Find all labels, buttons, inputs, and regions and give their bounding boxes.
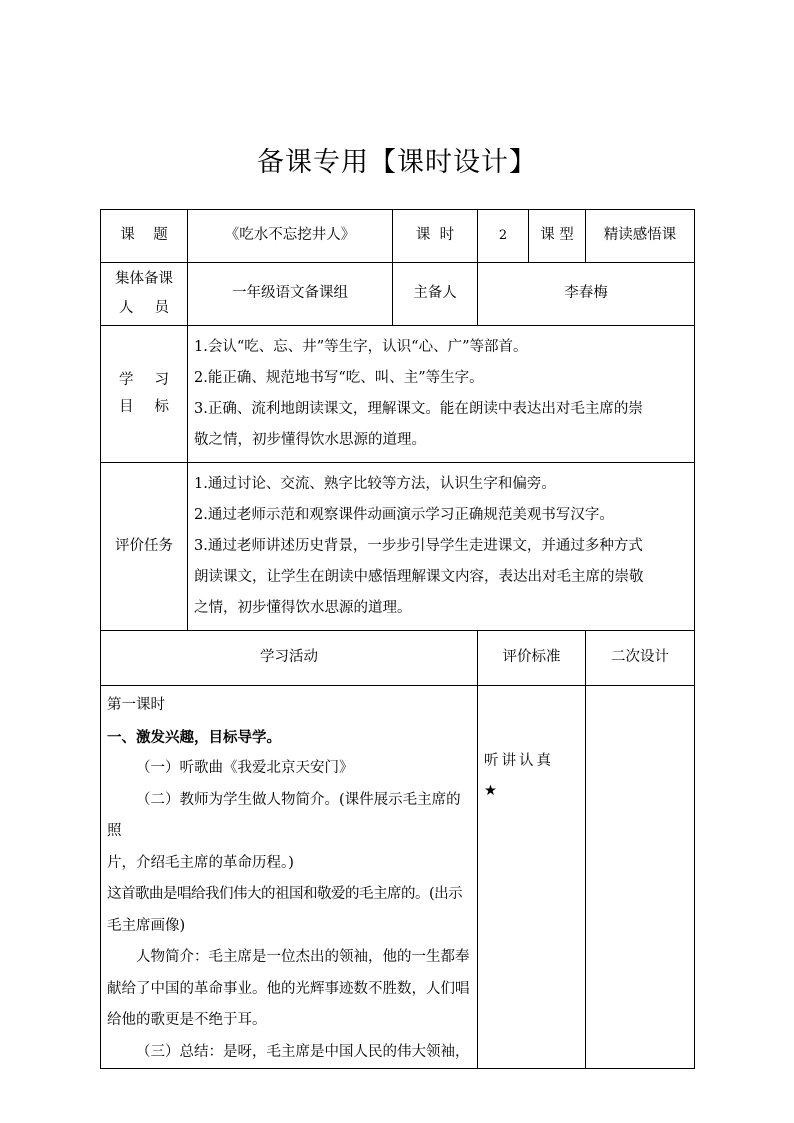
- objective-item: 2.能正确、规范地书写“吃、叫、主”等生字。: [194, 370, 484, 386]
- group-label-char-b: 员: [154, 300, 169, 316]
- topic-value: 《吃水不忘挖井人》: [188, 210, 393, 263]
- evaluation-tasks-content: [188, 463, 695, 631]
- standard-column-header: 评价标准: [478, 631, 586, 686]
- objectives-label-char: 标: [154, 399, 169, 415]
- topic-label-cell: [101, 210, 188, 263]
- objectives-label-cell: [101, 326, 188, 463]
- activity-line: 这首歌曲是唱给我们伟大的祖国和敬爱的毛主席的。(出示: [107, 886, 463, 902]
- objectives-content: [188, 326, 695, 463]
- activity-line: 片，介绍毛主席的革命历程。): [107, 854, 294, 871]
- standard-content: [478, 686, 586, 1069]
- lead-value: 李春梅: [478, 263, 695, 326]
- evaluation-tasks-label: 评价任务: [101, 463, 188, 631]
- type-label: 课 型: [529, 210, 586, 263]
- activity-line: 一、激发兴趣，目标导学。: [107, 728, 281, 746]
- objective-item: 3.正确、流利地朗读课文，理解课文。能在朗读中表达出对毛主席的崇: [194, 401, 643, 417]
- evaluation-tasks-row: [101, 463, 695, 631]
- objective-item: 1.会认“吃、忘、井”等生字，认识“心、广”等部首。: [194, 339, 528, 355]
- activity-line: 献给了中国的革命事业。他的光辉事迹数不胜数，人们唱: [107, 980, 470, 997]
- evaluation-task-item: 2.通过老师示范和观察课件动画演示学习正确规范美观书写汉字。: [194, 507, 614, 523]
- evaluation-task-item: 朗读课文，让学生在朗读中感悟理解课文内容，表达出对毛主席的崇敬: [194, 569, 644, 585]
- evaluation-task-item: 1.通过讨论、交流、熟字比较等方法，认识生字和偏旁。: [194, 476, 556, 492]
- lesson-plan-table: [100, 209, 695, 1069]
- topic-label: 课 题: [120, 227, 168, 244]
- activity-line: （一）听歌曲《我爱北京天安门》: [136, 760, 354, 776]
- activity-line: 第一课时: [107, 697, 165, 713]
- activity-line: （三）总结：是呀，毛主席是中国人民的伟大领袖，: [136, 1043, 470, 1060]
- topic-row: [101, 210, 695, 263]
- objectives-label-char: 习: [154, 371, 169, 388]
- standard-text: 听讲认真: [484, 753, 554, 769]
- objectives-label-char: 目: [119, 399, 134, 415]
- objectives-row: [101, 326, 695, 463]
- activity-line: 人物简介：毛主席是一位杰出的领袖，他的一生都奉: [136, 949, 470, 965]
- type-value: 精读感悟课: [586, 210, 695, 263]
- activity-line: （二）教师为学生做人物简介。(课件展示毛主席的照: [107, 791, 461, 839]
- activity-body-row: [101, 686, 695, 1069]
- star-icon: ★: [484, 783, 500, 799]
- objective-item: 敬之情，初步懂得饮水思源的道理。: [194, 432, 426, 448]
- period-label: 课 时: [393, 210, 478, 263]
- activity-line: 毛主席画像): [107, 917, 186, 934]
- evaluation-task-item: 之情，初步懂得饮水思源的道理。: [194, 600, 412, 616]
- activity-content: [101, 686, 478, 1069]
- activity-line: 给他的歌更是不绝于耳。: [107, 1012, 267, 1028]
- group-label-line1: 集体备课: [115, 271, 173, 287]
- group-row: [101, 263, 695, 326]
- lead-label: 主备人: [393, 263, 478, 326]
- group-label-char-a: 人: [119, 300, 134, 316]
- group-label-cell: [101, 263, 188, 326]
- second-design-column-header: 二次设计: [586, 631, 695, 686]
- objectives-label-char: 学: [119, 371, 134, 388]
- period-value: 2: [478, 210, 529, 263]
- second-design-content[interactable]: [586, 686, 695, 1069]
- group-value: 一年级语文备课组: [188, 263, 393, 326]
- activity-column-header: 学习活动: [101, 631, 478, 686]
- page-title: 备课专用【课时设计】: [257, 147, 537, 178]
- column-header-row: [101, 631, 695, 686]
- evaluation-task-item: 3.通过老师讲述历史背景，一步步引导学生走进课文，并通过多种方式: [194, 538, 643, 554]
